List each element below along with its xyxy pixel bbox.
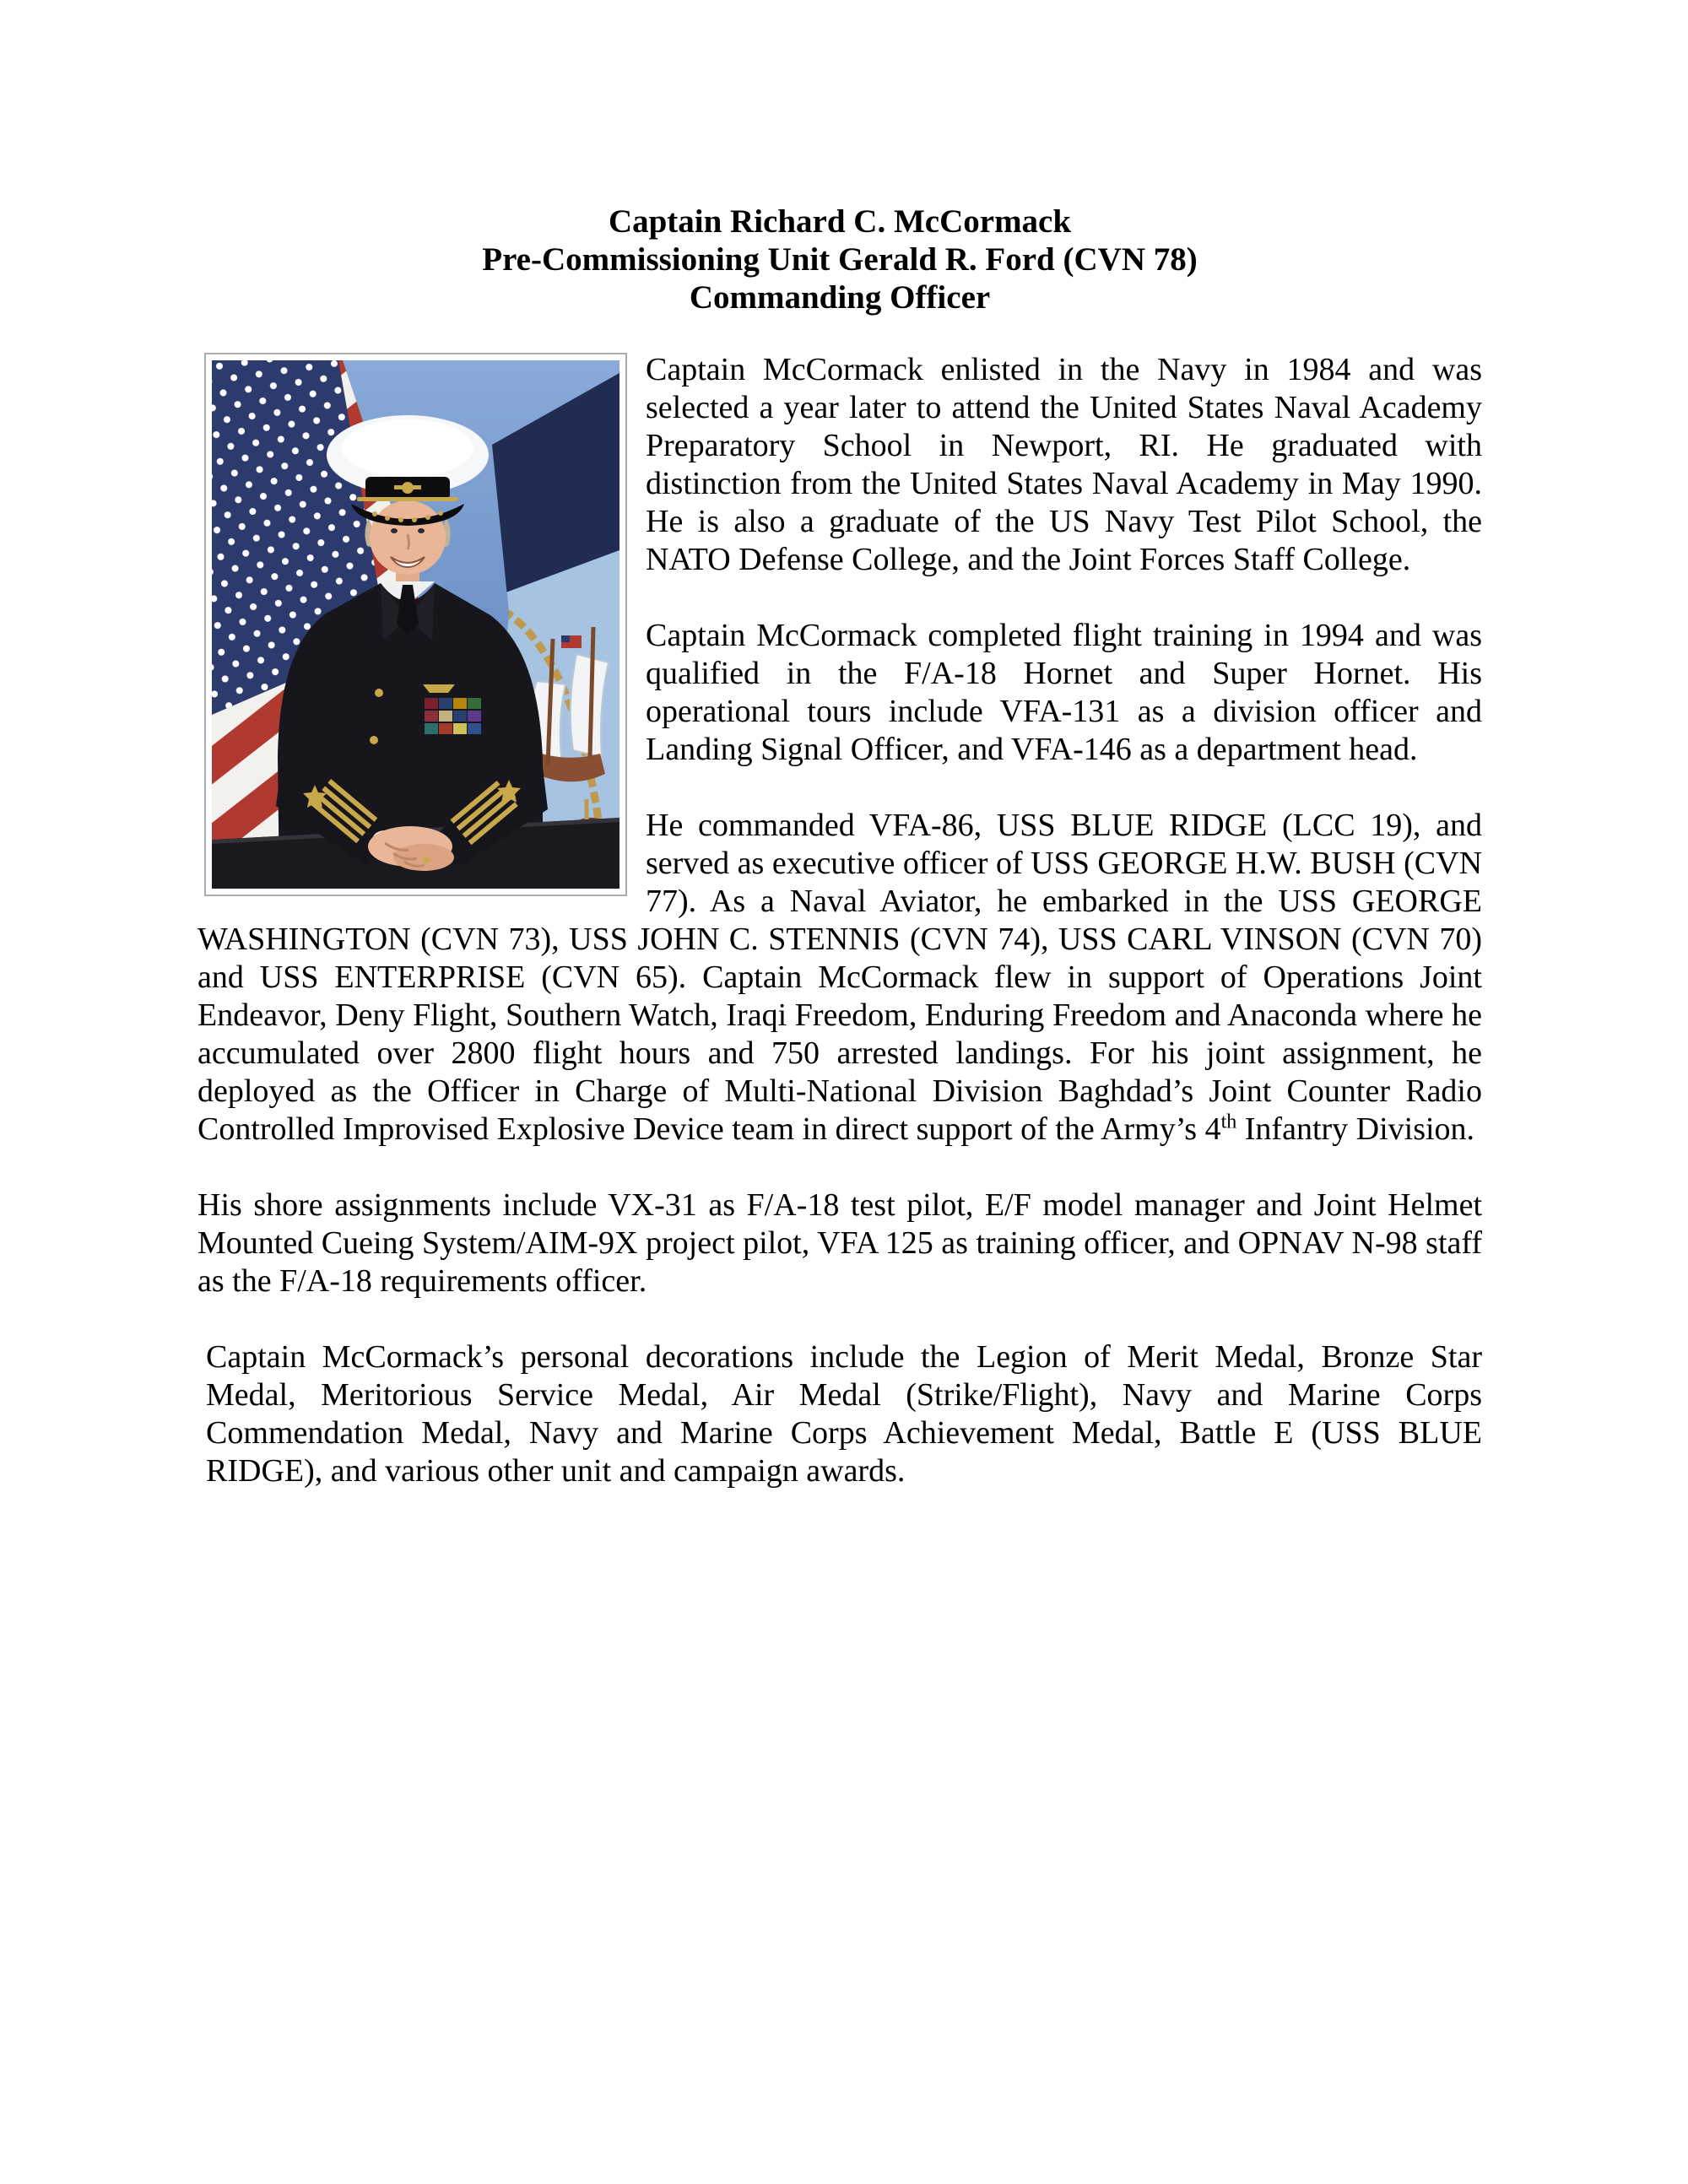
paragraph-text: Captain McCormack enlisted in the Navy in 1984 and was selected a year later to attend the United States Naval Academy Preparatory School in Newport, RI. He graduated with distinction from the United States Naval Academy in May 1990. He is also a graduate of the US Navy Test Pilot School, the NATO Defense College, and the Joint Forces Staff College.	[646, 352, 1482, 577]
paragraph-text: His shore assignments include VX-31 as F/A-18 test pilot, E/F model manager and Joint Helmet Mounted Cueing System/AIM-9X project pilot, VFA 125 as training officer, and OPNAV N-98 staff as the F/A-18 requirements officer.	[197, 1187, 1482, 1299]
title-line-name: Captain Richard C. McCormack	[608, 203, 1072, 240]
title-line-unit: Pre-Commissioning Unit Gerald R. Ford (CVN 78)	[482, 241, 1198, 278]
ordinal-superscript: th	[1220, 1111, 1237, 1133]
title-line-role: Commanding Officer	[689, 279, 991, 316]
portrait-photo	[204, 353, 627, 896]
paragraph-decorations	[197, 1338, 1482, 1490]
portrait-illustration	[212, 360, 619, 889]
paragraph-text: He commanded VFA-86, USS BLUE RIDGE (LCC 19), and served as executive officer of USS GEORGE H.W. BUSH (CVN 77). As a Naval Aviator, he embarked in the USS GEORGE WASHINGTON (CVN 73), USS JOHN C. STENNIS (CVN 74), USS CARL VINSON (CVN 70) and USS ENTERPRISE (CVN 65). Captain McCormack flew in support of Operations Joint Endeavor, Deny Flight, Southern Watch, Iraqi Freedom, Enduring Freedom and Anaconda where he accumulated over 2800 flight hours and 750 arrested landings. For his joint assignment, he deployed as the Officer in Charge of Multi-National Division Baghdad’s Joint Counter Radio Controlled Improvised Explosive Device team in direct support of the Army’s 4	[197, 808, 1483, 1147]
paragraph-text: Infantry Division.	[1236, 1111, 1475, 1147]
document-content	[197, 203, 1482, 1528]
ring	[423, 857, 430, 863]
paragraph-shore-assignments	[197, 1187, 1482, 1300]
chin-strap	[357, 497, 458, 501]
paragraph-text: Captain McCormack completed flight training in 1994 and was qualified in the F/A-18 Hornet and Super Hornet. His operational tours include VFA-131 as a division officer and Landing Signal Officer, and VFA-146 as a department head.	[646, 618, 1482, 767]
cap-device	[402, 482, 414, 494]
paragraph-text: Captain McCormack’s personal decorations include the Legion of Merit Medal, Bronze Star Medal, Meritorious Service Medal, Air Medal (Strike/Flight), Navy and Marine Corps Commendation Medal, Navy and Marine Corps Achievement Medal, Battle E (USS BLUE RIDGE), and various other unit and campaign awards.	[206, 1339, 1482, 1489]
document-title	[197, 203, 1482, 316]
